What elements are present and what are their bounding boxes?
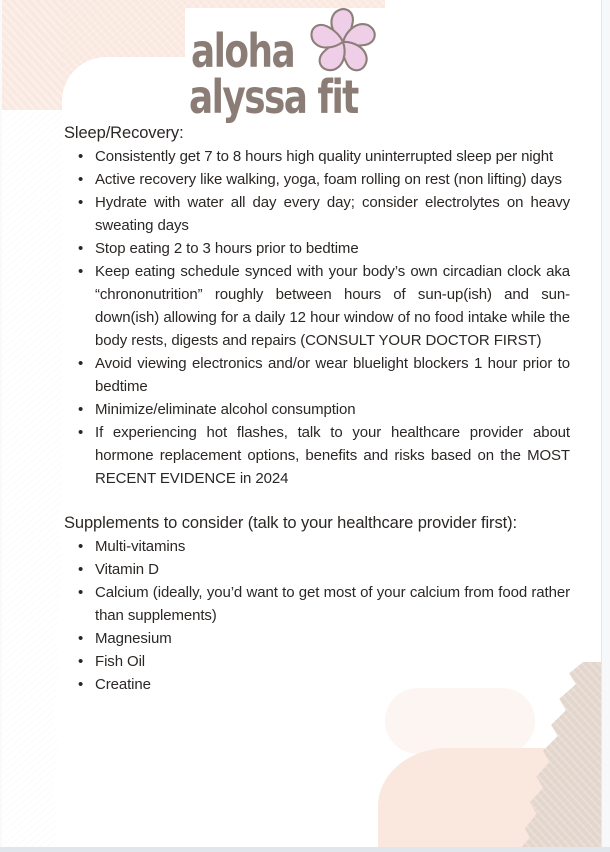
bullet-item: • Consistently get 7 to 8 hours high quality uninterrupted sleep per night — [95, 145, 570, 168]
logo-text-line2: alyssa fit — [189, 70, 358, 124]
bullet-item: • Keep eating schedule synced with your body’s own circadian clock aka “chrononutrition” roughly between hours of sun-up(ish) and sun-down(ish) allowing for a daily 12 hour window of no food intake while the body rests, digests and repairs (CONSULT YOUR DOCTOR FIRST) — [95, 260, 570, 352]
section-heading-supplements: Supplements to consider (talk to your healthcare provider first): — [64, 514, 517, 532]
document-content — [64, 122, 570, 696]
section-supplements — [64, 512, 570, 696]
logo-text-line1: aloha — [191, 24, 295, 78]
bullet-list-sleep-recovery — [64, 145, 570, 490]
bullet-item: • Vitamin D — [95, 558, 570, 581]
bullet-item: • Multi-vitamins — [95, 535, 570, 558]
bullet-item: • Fish Oil — [95, 650, 570, 673]
bullet-item: • Stop eating 2 to 3 hours prior to bedtime — [95, 237, 570, 260]
logo-word-alyssa-fit — [189, 70, 405, 124]
bullet-item: • Minimize/eliminate alcohol consumption — [95, 398, 570, 421]
page-edge-right — [601, 0, 610, 852]
bullet-item: • Creatine — [95, 673, 570, 696]
bullet-item: • Calcium (ideally, you’d want to get most of your calcium from food rather than supplements) — [95, 581, 570, 627]
bullet-item: • If experiencing hot flashes, talk to your healthcare provider about hormone replacement options, benefits and risks based on the MOST RECENT EVIDENCE in 2024 — [95, 421, 570, 490]
page-edge-left — [0, 0, 2, 852]
background-left-strip — [2, 0, 63, 847]
brand-logo — [185, 8, 420, 124]
section-sleep-recovery — [64, 122, 570, 490]
bullet-item: • Avoid viewing electronics and/or wear bluelight blockers 1 hour prior to bedtime — [95, 352, 570, 398]
plumeria-flower-icon — [308, 4, 378, 74]
section-heading-sleep-recovery: Sleep/Recovery: — [64, 124, 184, 142]
bullet-item: • Hydrate with water all day every day; consider electrolytes on heavy sweating days — [95, 191, 570, 237]
bullet-list-supplements — [64, 535, 570, 696]
page-edge-bottom — [0, 847, 610, 852]
background-wash-bottom-right — [385, 688, 535, 754]
bullet-item: • Magnesium — [95, 627, 570, 650]
bullet-item: • Active recovery like walking, yoga, foam rolling on rest (non lifting) days — [95, 168, 570, 191]
